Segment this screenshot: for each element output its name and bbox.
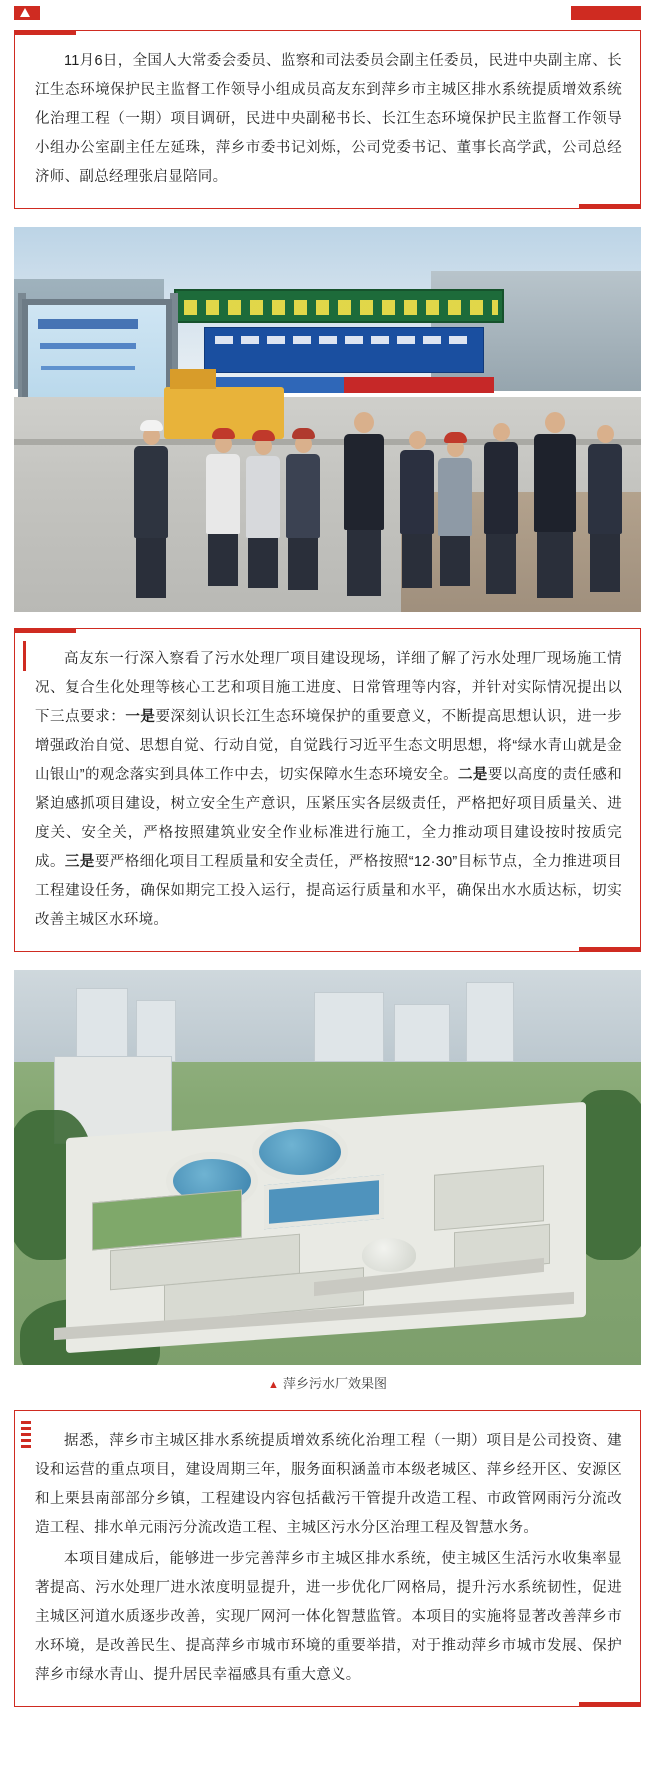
photo1-legs bbox=[347, 530, 381, 596]
photo1-helmet-red-2 bbox=[252, 430, 275, 441]
photo1-body bbox=[534, 434, 576, 532]
top-decoration-bar bbox=[0, 0, 655, 30]
photo1-legs bbox=[590, 534, 620, 592]
photo2-tower-3 bbox=[314, 992, 384, 1062]
photo2-building-right bbox=[434, 1165, 544, 1231]
requirements-paragraph bbox=[35, 645, 622, 935]
point2-label: 二是 bbox=[458, 767, 488, 783]
photo2-tower-4 bbox=[394, 1004, 450, 1062]
project-detail-card bbox=[14, 1410, 641, 1707]
photo1-person-8 bbox=[588, 425, 622, 592]
project-paragraph-2: 本项目建成后，能够进一步完善萍乡市主城区排水系统，使主城区生活污水收集率显著提高、污水处理厂进水浓度明显提升，进一步优化厂网格局，提升污水系统韧性，促进主城区河道水质逐步改善，实现厂网河一体化智慧监管。本项目的实施将显著改善萍乡市水环境，是改善民生、提高萍乡市城市环境的重要举措，对于推动萍乡市城市发展、保护萍乡市绿水青山、提升居民幸福感具有重大意义。 bbox=[35, 1551, 622, 1683]
photo1-person-6 bbox=[484, 423, 518, 594]
photo1-blue-project-banner bbox=[204, 327, 484, 373]
requirements-text-card bbox=[14, 628, 641, 952]
photo1-body bbox=[484, 442, 518, 534]
photo1-body bbox=[246, 456, 280, 538]
photo1-head bbox=[545, 412, 565, 433]
point1-label: 一是 bbox=[125, 709, 156, 725]
photo1-helmet-white bbox=[140, 420, 163, 431]
photo1-legs bbox=[486, 534, 516, 594]
photo2-tower-5 bbox=[466, 982, 514, 1062]
photo1-person-7 bbox=[534, 412, 576, 598]
photo1-person-3 bbox=[286, 428, 320, 590]
photo1-person-worker bbox=[134, 420, 168, 598]
point2-text: 要以高度的责任感和紧迫感抓项目建设，树立安全生产意识，压紧压实各层级责任，严格把好项目质量关、进度关、安全关，严格按照建筑业安全作业标准进行施工，全力推动项目建设按时按质完成。 bbox=[35, 767, 622, 870]
stripe-line bbox=[21, 1433, 31, 1436]
photo1-legs bbox=[537, 532, 573, 598]
photo1-body bbox=[438, 458, 472, 536]
card-stripe-decoration bbox=[21, 1421, 31, 1455]
photo1-legs bbox=[136, 538, 166, 598]
photo1-body bbox=[400, 450, 434, 534]
photo-2-caption bbox=[14, 1373, 641, 1392]
intro-text-card bbox=[14, 30, 641, 209]
intro-paragraph: 11月6日，全国人大常委会委员、监察和司法委员会副主任委员，民进中央副主席、长江生态环境保护民主监督工作领导小组成员高友东到萍乡市主城区排水系统提质增效系统化治理工程（一期）项目调研，民进中央副秘书长、长江生态环境保护民主监督工作领导小组办公室副主任左延珠，萍乡市委书记刘烁，公司党委书记、董事长高学武，公司总经济师、副总经理张启显陪同。 bbox=[35, 53, 622, 185]
point3-text: 要严格细化项目工程质量和安全责任，严格按照“12·30”目标节点，全力推进项目工程建设任务，确保如期完工投入运行，提高运行质量和水平，确保出水水质达标，切实改善主城区水环境。 bbox=[35, 854, 622, 928]
caption-text: 萍乡污水厂效果图 bbox=[282, 1376, 387, 1391]
requirements-lead: 高友东一行深入察看了污水处理厂项目建设现场，详细了解了污水处理厂现场施工情况、复合生化处理等核心工艺和项目施工进度、日常管理等内容，并针对实际情况提出以下三点要求： bbox=[35, 651, 622, 725]
top-right-red-bar bbox=[571, 6, 641, 20]
photo1-legs bbox=[402, 534, 432, 588]
point3-label: 三是 bbox=[64, 854, 95, 870]
photo1-person-4 bbox=[400, 431, 434, 588]
page-bottom-spacer bbox=[0, 1725, 655, 1731]
star-badge-icon bbox=[14, 6, 40, 20]
photo1-legs bbox=[208, 534, 238, 586]
photo1-helmet-red-1 bbox=[212, 428, 235, 439]
stripe-line bbox=[21, 1439, 31, 1442]
project-paragraph-1: 据悉，萍乡市主城区排水系统提质增效系统化治理工程（一期）项目是公司投资、建设和运营的重点项目，建设周期三年，服务面积涵盖市本级老城区、萍乡经开区、安源区和上栗县南部部分乡镇，工程建设内容包括截污干管提升改造工程、市政管网雨污分流改造工程、排水单元雨污分流改造工程、主城区污水分区治理工程及智慧水务。 bbox=[35, 1433, 622, 1536]
photo1-body bbox=[344, 434, 384, 530]
card-corner-mark-top bbox=[14, 30, 76, 35]
photo1-head bbox=[493, 423, 510, 441]
photo1-helmet-red-4 bbox=[444, 432, 467, 443]
card-corner-mark-top bbox=[14, 628, 76, 633]
photo2-dome-structure bbox=[362, 1238, 416, 1272]
photo2-circular-tank-2 bbox=[252, 1122, 348, 1182]
card-corner-mark-bottom bbox=[579, 1702, 641, 1707]
photo1-body bbox=[206, 454, 240, 534]
stripe-line bbox=[21, 1445, 31, 1448]
photo1-legs bbox=[440, 536, 470, 586]
photo1-head bbox=[409, 431, 426, 449]
photo1-person-1 bbox=[206, 428, 240, 586]
photo2-tower-1 bbox=[76, 988, 128, 1062]
photo1-body bbox=[286, 454, 320, 538]
card-corner-mark-bottom bbox=[579, 204, 641, 209]
photo1-body bbox=[134, 446, 168, 538]
photo1-helmet-red-3 bbox=[292, 428, 315, 439]
site-visit-photo bbox=[14, 227, 641, 612]
photo1-head bbox=[597, 425, 614, 443]
photo-2-wrapper bbox=[14, 970, 641, 1392]
stripe-line bbox=[21, 1421, 31, 1424]
caption-triangle-icon: ▲ bbox=[268, 1379, 279, 1391]
photo-1-wrapper bbox=[14, 227, 641, 612]
card-left-rule bbox=[23, 641, 26, 671]
stripe-line bbox=[21, 1427, 31, 1430]
point1-text: 要深刻认识长江生态环境保护的重要意义，不断提高思想认识，进一步增强政治自觉、思想自觉、行动自觉，自觉践行习近平生态文明思想，将“绿水青山就是金山银山”的观念落实到具体工作中去，切实保障水生态环境安全。 bbox=[35, 709, 623, 783]
photo1-person-leader bbox=[344, 412, 384, 596]
photo1-legs bbox=[288, 538, 318, 590]
photo2-tower-2 bbox=[136, 1000, 176, 1062]
photo1-legs bbox=[248, 538, 278, 588]
photo1-person-2 bbox=[246, 430, 280, 588]
card-corner-mark-bottom bbox=[579, 947, 641, 952]
photo1-person-5 bbox=[438, 432, 472, 586]
photo1-red-banner bbox=[344, 377, 494, 393]
photo1-head bbox=[354, 412, 374, 433]
plant-rendering-photo bbox=[14, 970, 641, 1365]
photo1-body bbox=[588, 444, 622, 534]
photo1-green-signboard bbox=[174, 289, 504, 323]
